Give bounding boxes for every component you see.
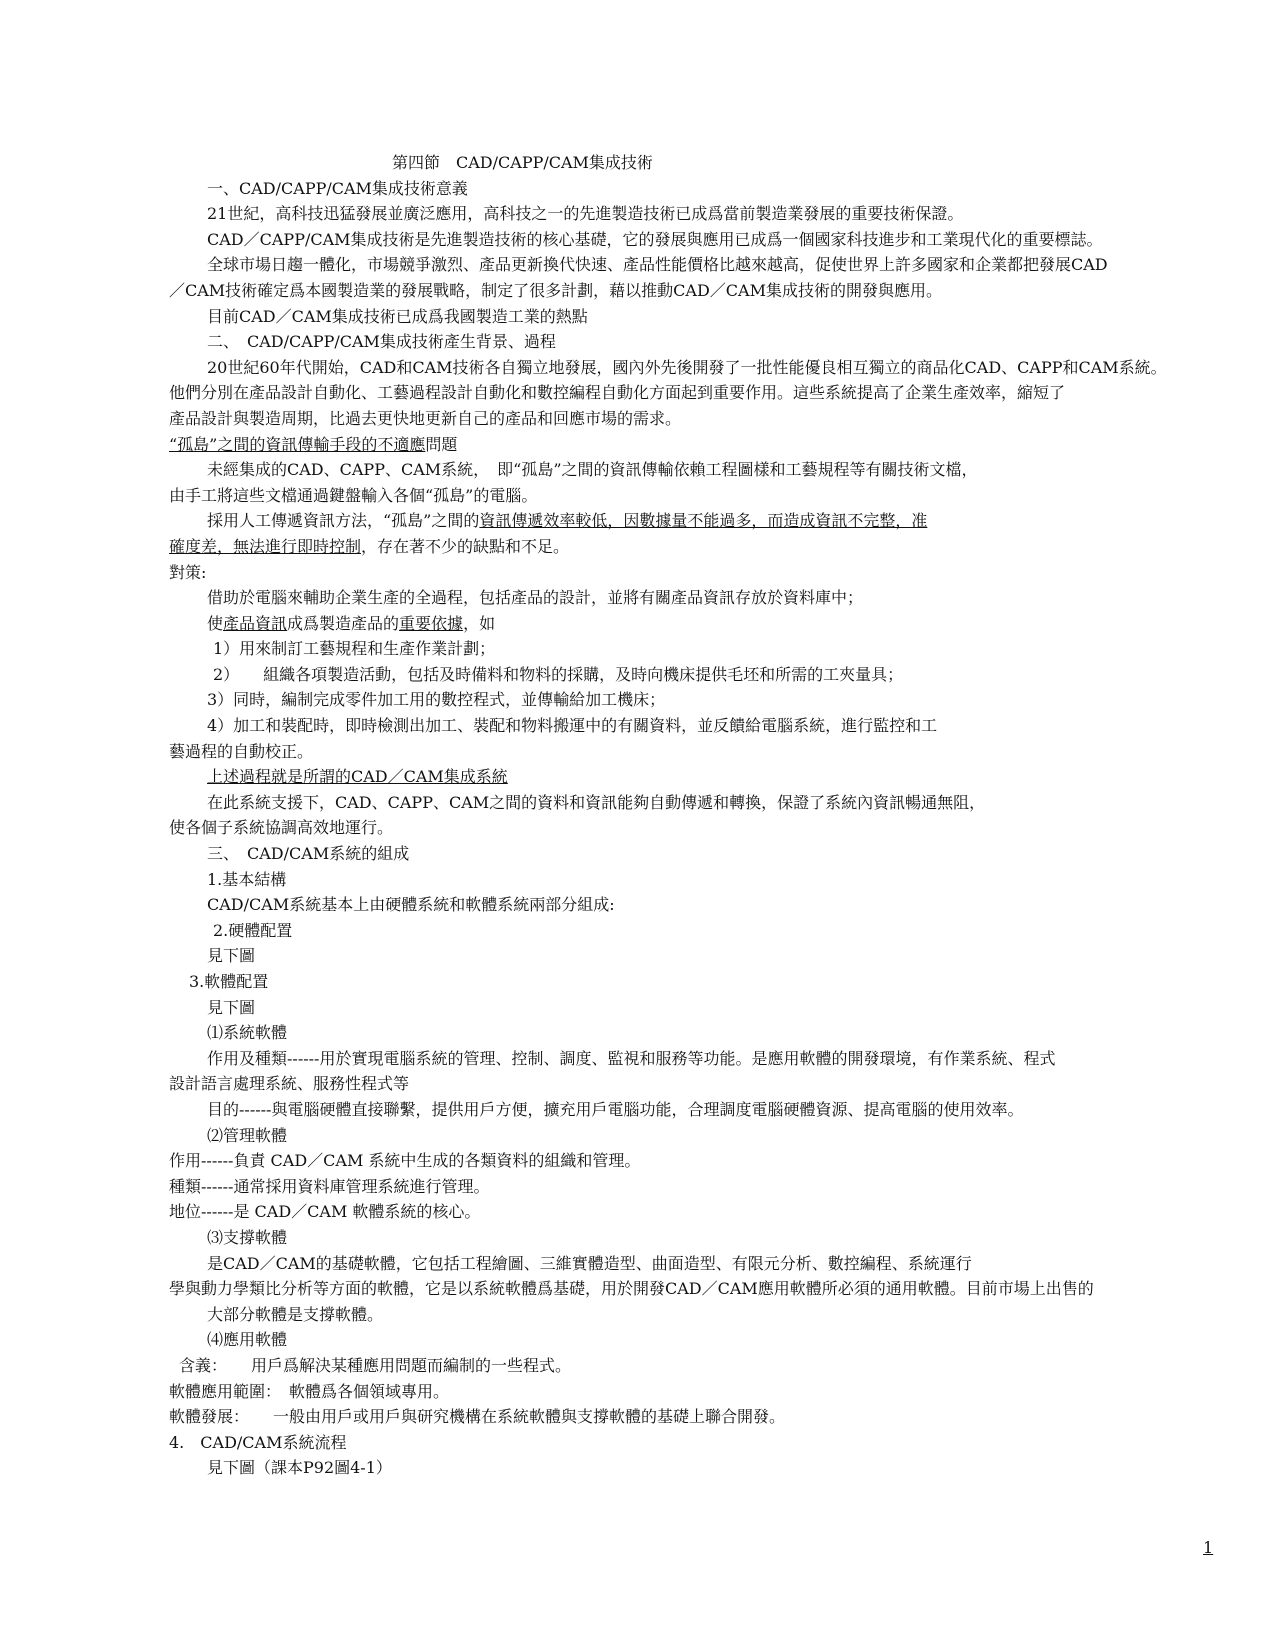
paragraph: 作用及種類------用於實現電腦系統的管理、控制、調度、監視和服務等功能。是應用軟體的開發環境，有作業系統、程式 bbox=[207, 1048, 1056, 1068]
underlined-text: 重要依據 bbox=[399, 613, 464, 633]
list-item: 3）同時，編制完成零件加工用的數控程式，並傳輸給加工機床； bbox=[207, 690, 666, 710]
paragraph: CAD/CAM系統基本上由硬體系統和軟體系統兩部分組成: bbox=[207, 895, 615, 915]
underlined-text: 資訊傳遞效率較低，因數據量不能過多，而造成資訊不完整，准 bbox=[479, 511, 928, 531]
paragraph: 見下圖 bbox=[207, 997, 256, 1017]
paragraph: 見下圖（課本P92圖4-1） bbox=[207, 1458, 392, 1478]
paragraph bbox=[169, 764, 1209, 790]
paragraph bbox=[169, 508, 1209, 534]
paragraph: 21世紀，高科技迅猛發展並廣泛應用，高科技之一的先進製造技術已成爲當前製造業發展的重要技術保證。 bbox=[207, 204, 964, 224]
document-body bbox=[169, 150, 1209, 1481]
paragraph: 地位------是 CAD／CAM 軟體系統的核心。 bbox=[169, 1202, 481, 1222]
plain-text: ，存在著不少的缺點和不足。 bbox=[361, 536, 570, 556]
plain-text: 採用人工傳遞資訊方法，“孤島”之間的 bbox=[207, 511, 480, 531]
subheading: ⑵管理軟體 bbox=[207, 1125, 288, 1145]
heading-4: 4. CAD/CAM系統流程 bbox=[169, 1432, 347, 1452]
paragraph: 含義： 用戶爲解決某種應用問題而編制的一些程式。 bbox=[179, 1355, 572, 1375]
paragraph: 種類------通常採用資料庫管理系統進行管理。 bbox=[169, 1176, 490, 1196]
heading-2: 二、 CAD/CAPP/CAM集成技術產生背景、過程 bbox=[207, 332, 556, 352]
underlined-text: 上述過程就是所謂的CAD／CAM集成系統 bbox=[207, 767, 508, 787]
underlined-text: 產品資訊 bbox=[223, 613, 288, 633]
paragraph: 軟體應用範圍： 軟體爲各個領域專用。 bbox=[169, 1381, 450, 1401]
list-item: 2） 組織各項製造活動，包括及時備料和物料的採購，及時向機床提供毛坯和所需的工夾量具； bbox=[213, 664, 904, 684]
underlined-text: “孤島”之間的資訊傳輸手段的不適應 bbox=[169, 434, 426, 454]
plain-text: 成爲製造產品的 bbox=[287, 613, 400, 633]
paragraph-continued bbox=[169, 534, 1209, 560]
subheading: 2.硬體配置 bbox=[213, 920, 293, 940]
paragraph-continued: ／CAM技術確定爲本國製造業的發展戰略，制定了很多計劃，藉以推動CAD／CAM集成技術的開發與應用。 bbox=[169, 280, 942, 300]
paragraph-continued: 產品設計與製造周期，比過去更快地更新自己的產品和回應市場的需求。 bbox=[169, 408, 682, 428]
paragraph: 在此系統支援下，CAD、CAPP、CAM之間的資料和資訊能夠自動傳遞和轉換，保證了系統內資訊暢通無阻， bbox=[207, 792, 986, 812]
paragraph-continued: 學與動力學類比分析等方面的軟體，它是以系統軟體爲基礎，用於開發CAD／CAM應用軟體所必須的通用軟體。目前市場上出售的 bbox=[169, 1279, 1094, 1299]
subheading: 1.基本結構 bbox=[207, 869, 287, 889]
paragraph bbox=[169, 611, 1209, 637]
paragraph-continued: 他們分別在產品設計自動化、工藝過程設計自動化和數控編程自動化方面起到重要作用。這些系統提高了企業生產效率，縮短了 bbox=[169, 383, 1066, 403]
paragraph: 全球市場日趨一體化，市場競爭激烈、產品更新換代快速、產品性能價格比越來越高，促使世界上許多國家和企業都把發展CAD bbox=[207, 255, 1108, 275]
countermeasure-label: 對策: bbox=[169, 562, 207, 582]
paragraph: 軟體發展： 一般由用戶或用戶與研究機構在系統軟體與支撐軟體的基礎上聯合開發。 bbox=[169, 1407, 786, 1427]
paragraph: 未經集成的CAD、CAPP、CAM系統， 即“孤島”之間的資訊傳輸依賴工程圖樣和工藝規程等有關技術文檔， bbox=[207, 460, 978, 480]
paragraph: 目前CAD／CAM集成技術已成爲我國製造工業的熱點 bbox=[207, 306, 588, 326]
paragraph: 目的------與電腦硬體直接聯繫，提供用戶方便，擴充用戶電腦功能，合理調度電腦硬體資源、提高電腦的使用效率。 bbox=[207, 1099, 1024, 1119]
paragraph-continued: 設計語言處理系統、服務性程式等 bbox=[169, 1074, 410, 1094]
paragraph: CAD／CAPP/CAM集成技術是先進製造技術的核心基礎，它的發展與應用已成爲一個國家科技進步和工業現代化的重要標誌。 bbox=[207, 229, 1103, 249]
list-item: 1）用來制訂工藝規程和生產作業計劃； bbox=[213, 639, 496, 659]
paragraph-continued: 大部分軟體是支撐軟體。 bbox=[207, 1304, 384, 1324]
heading-3: 三、 CAD/CAM系統的組成 bbox=[207, 844, 410, 864]
section-title: 第四節 CAD/CAPP/CAM集成技術 bbox=[392, 153, 653, 172]
subheading: ⑷應用軟體 bbox=[207, 1330, 288, 1350]
paragraph-continued: 由手工將這些文檔通過鍵盤輸入各個“孤島”的電腦。 bbox=[169, 485, 538, 505]
subheading-isolated-islands bbox=[169, 432, 1209, 458]
paragraph: 借助於電腦來輔助企業生產的全過程，包括產品的設計，並將有關產品資訊存放於資料庫中； bbox=[207, 588, 864, 608]
list-item: 4）加工和裝配時，即時檢測出加工、裝配和物料搬運中的有關資料，並反饋給電腦系統，進行監控和工 bbox=[207, 716, 938, 736]
list-item-continued: 藝過程的自動校正。 bbox=[169, 741, 314, 761]
subheading: 3.軟體配置 bbox=[189, 972, 269, 991]
paragraph-continued: 使各個子系統協調高效地運行。 bbox=[169, 818, 394, 838]
page-number: 1 bbox=[1203, 1538, 1214, 1557]
underlined-text: 確度差，無法進行即時控制 bbox=[169, 536, 362, 556]
plain-text: 問題 bbox=[425, 434, 458, 454]
plain-text: ，如 bbox=[463, 613, 496, 633]
paragraph: 20世紀60年代開始，CAD和CAM技術各自獨立地發展，國內外先後開發了一批性能優良相互獨立的商品化CAD、CAPP和CAM系統。 bbox=[207, 357, 1167, 377]
subheading: ⑶支撐軟體 bbox=[207, 1227, 288, 1247]
paragraph: 作用------負責 CAD／CAM 系統中生成的各類資料的組織和管理。 bbox=[169, 1151, 641, 1171]
paragraph: 是CAD／CAM的基礎軟體，它包括工程繪圖、三維實體造型、曲面造型、有限元分析、數控編程、系統運行 bbox=[207, 1253, 972, 1273]
paragraph: 見下圖 bbox=[207, 946, 256, 966]
heading-1: 一、CAD/CAPP/CAM集成技術意義 bbox=[207, 178, 468, 198]
subheading: ⑴系統軟體 bbox=[207, 1023, 288, 1043]
plain-text: 使 bbox=[207, 613, 224, 633]
